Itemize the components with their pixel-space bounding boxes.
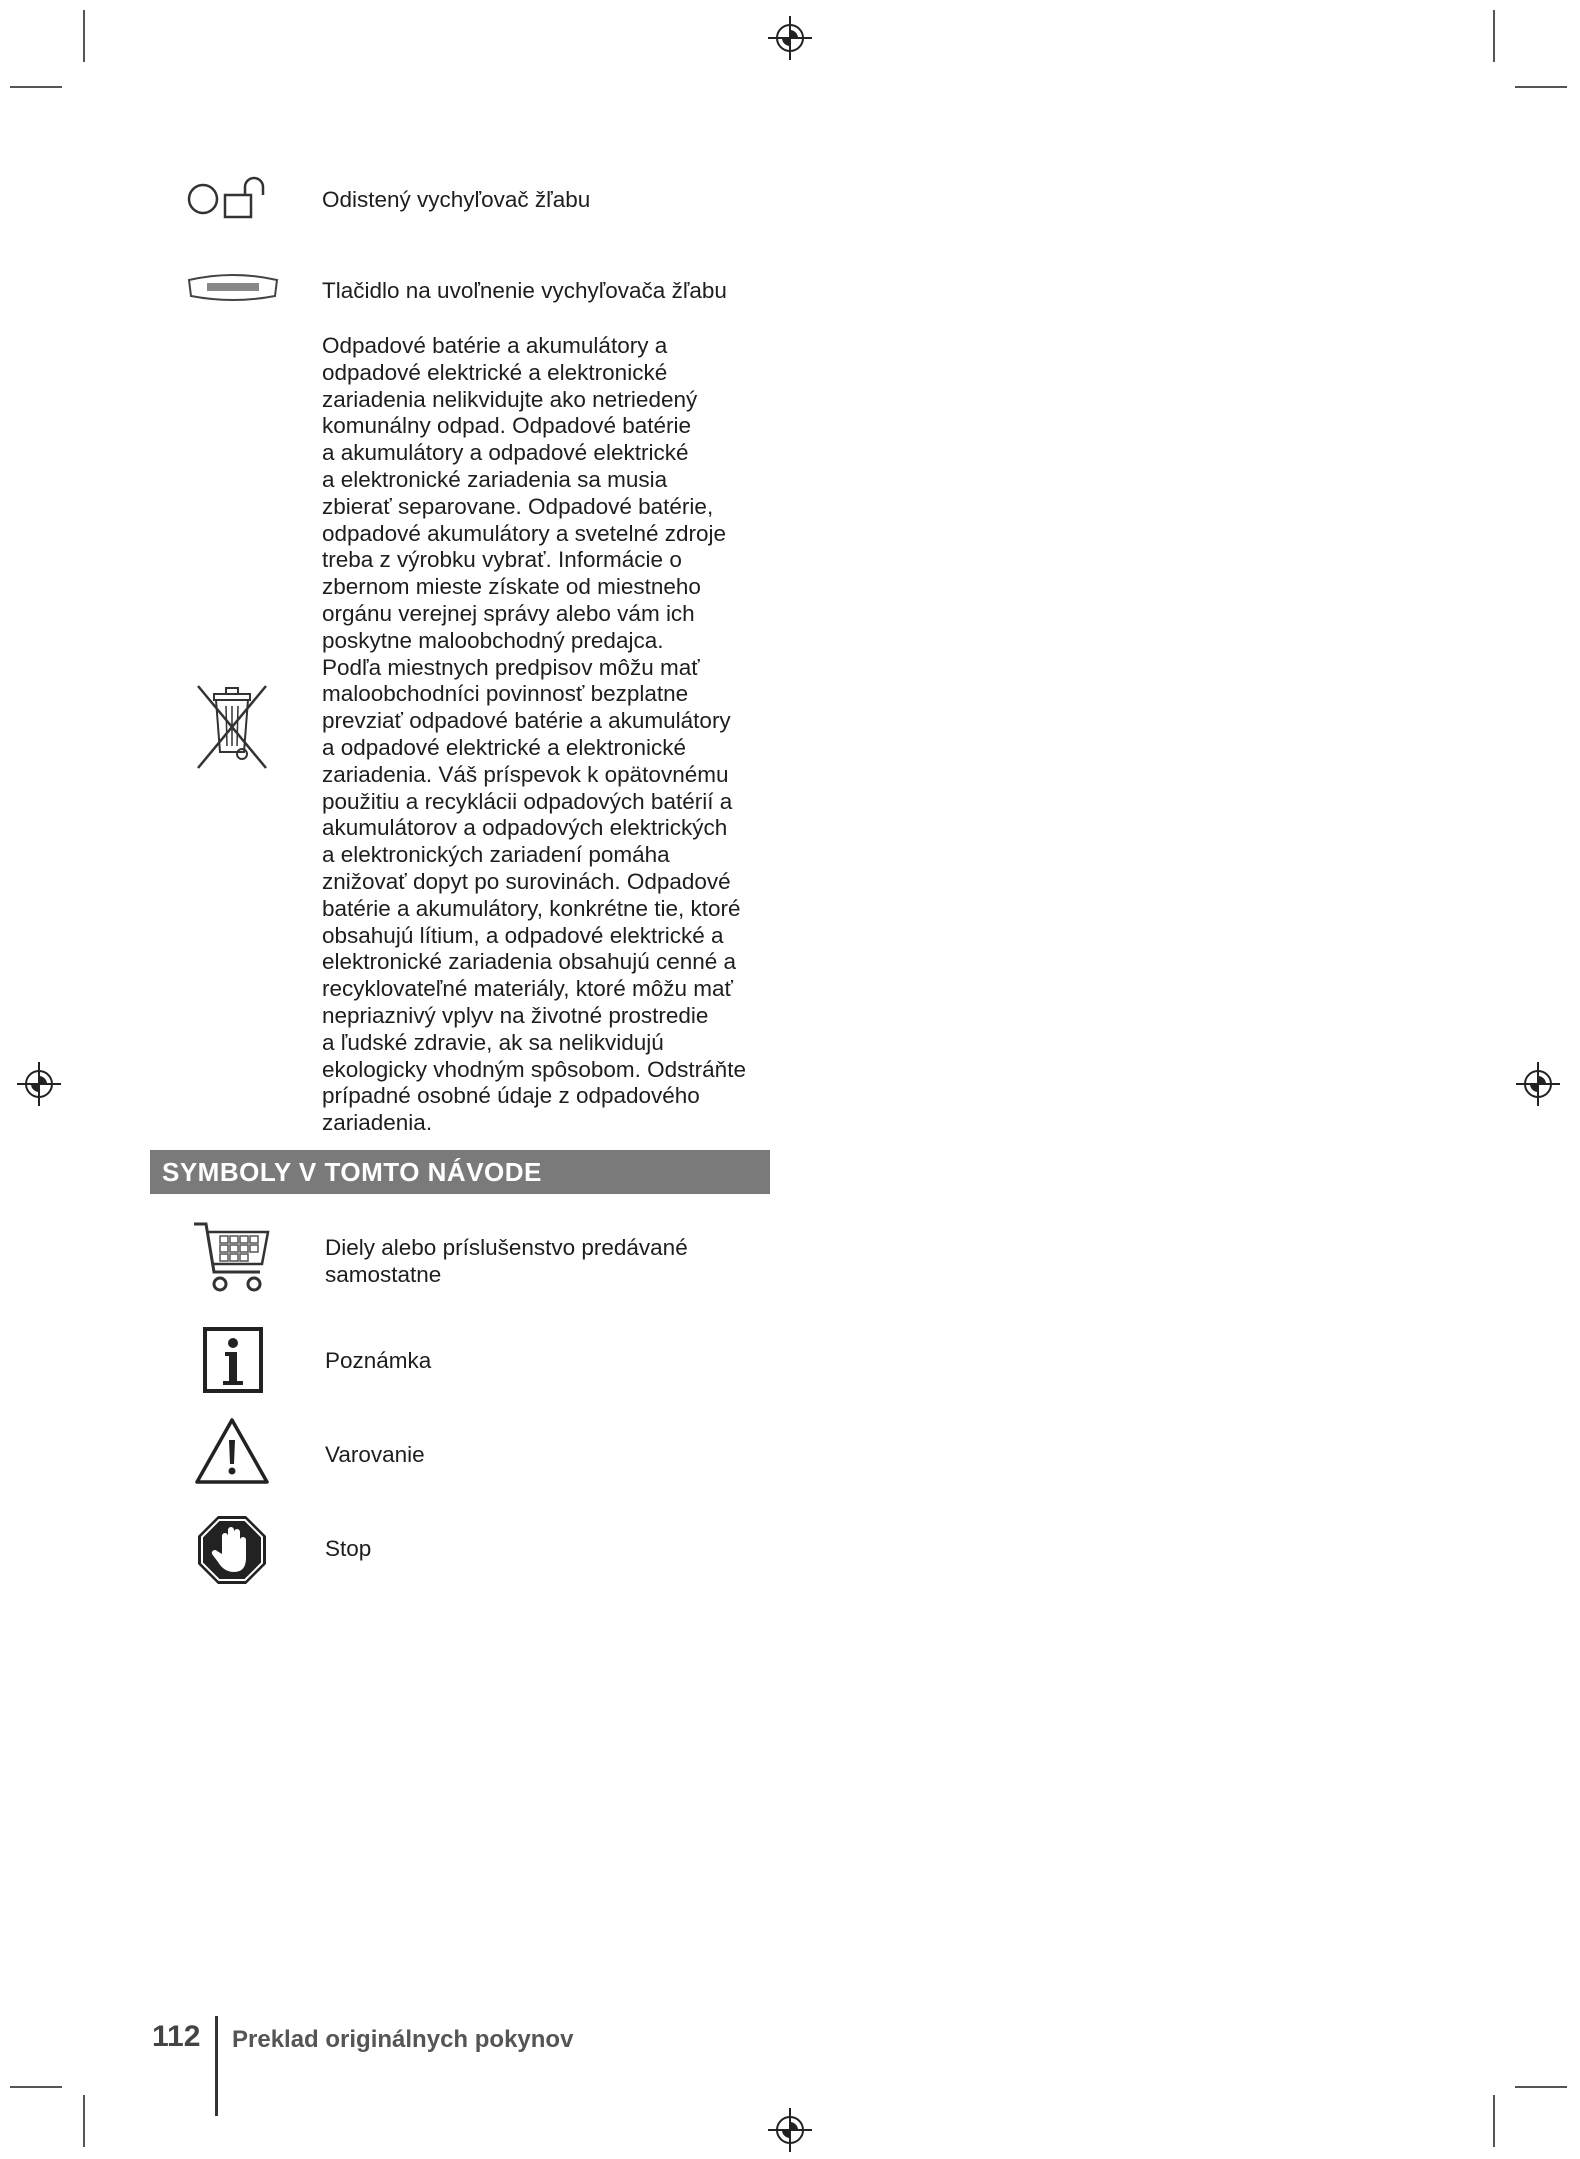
symbol-label: Stop [325,1536,372,1561]
registration-mark-icon [768,16,812,60]
crop-mark [10,2086,62,2088]
footer-divider [215,2016,218,2116]
text-line: prevziať odpadové batérie a akumulátory [322,708,731,734]
registration-mark-icon [1516,1062,1560,1106]
crop-mark [1493,10,1495,62]
text-line: komunálny odpad. Odpadové batérie [322,413,692,439]
crop-mark [83,2095,85,2147]
text-line: zariadenia. [322,1110,433,1136]
text-line: a elektronických zariadení pomáha [322,842,670,868]
text-line: použitiu a recyklácii odpadových batérií a [322,788,733,814]
stop-hand-icon [196,1514,268,1586]
release-button-icon [185,270,281,306]
text-line: odpadové akumulátory a svetelné zdroje [322,520,727,546]
text-line: odpadové elektrické a elektronické [322,359,668,385]
text-line: zariadenia. Váš príspevok k opätovnému [322,761,729,787]
registration-mark-icon [17,1062,61,1106]
symbol-label: Varovanie [325,1442,425,1467]
text-line: treba z výrobku vybrať. Informácie o [322,547,682,573]
item-label: Odistený vychyľovač žľabu [322,187,591,212]
text-line: Odpadové batérie a akumulátory a [322,333,668,358]
warning-icon [194,1416,270,1486]
text-line: obsahujú lítium, a odpadové elektrické a [322,922,724,948]
text-line: elektronické zariadenia obsahujú cenné a [322,949,737,975]
text-line: maloobchodníci povinnosť bezplatne [322,681,689,707]
footer-title: Preklad originálnych pokynov [232,2026,574,2053]
registration-mark-icon [768,2108,812,2152]
text-line: akumulátorov a odpadových elektrických [322,815,728,841]
shopping-cart-icon [190,1218,274,1298]
text-line: ekologicky vhodným spôsobom. Odstráňte [322,1056,746,1082]
symbol-label [325,1234,688,1288]
text-line: a ľudské zdravie, ak sa nelikvidujú [322,1029,664,1055]
text-line: orgánu verejnej správy alebo vám ich [322,600,695,626]
crop-mark [10,86,62,88]
crop-mark [83,10,85,62]
text-line: zbierať separovane. Odpadové batérie, [322,493,714,519]
text-line: nepriaznivý vplyv na životné prostredie [322,1002,709,1028]
weee-paragraph [322,333,782,1137]
text-line: poskytne maloobchodný predajca. [322,627,664,653]
crossed-bin-icon [192,680,272,772]
info-icon [203,1327,263,1393]
text-line: a elektronické zariadenia sa musia [322,466,668,492]
text-line: zariadenia nelikvidujte ako netriedený [322,386,698,412]
text-line: samostatne [325,1262,442,1287]
symbol-label: Poznámka [325,1348,432,1373]
crop-mark [1515,2086,1567,2088]
text-line: znižovať dopyt po surovinách. Odpadové [322,868,731,894]
section-header: SYMBOLY V TOMTO NÁVODE [150,1150,770,1194]
text-line: a odpadové elektrické a elektronické [322,734,686,760]
text-line: batérie a akumulátory, konkrétne tie, ktoré [322,895,741,921]
text-line: recyklovateľné materiály, ktoré môžu mať [322,976,733,1002]
unlock-icon [185,175,281,223]
page-number: 112 [152,2020,201,2053]
text-line: prípadné osobné údaje z odpadového [322,1083,700,1109]
item-label: Tlačidlo na uvoľnenie vychyľovača žľabu [322,278,727,303]
text-line: Podľa miestnych predpisov môžu mať [322,654,700,680]
text-line: zbernom mieste získate od miestneho [322,574,701,600]
text-line: Diely alebo príslušenstvo predávané [325,1235,688,1260]
crop-mark [1493,2095,1495,2147]
text-line: a akumulátory a odpadové elektrické [322,440,689,466]
crop-mark [1515,86,1567,88]
